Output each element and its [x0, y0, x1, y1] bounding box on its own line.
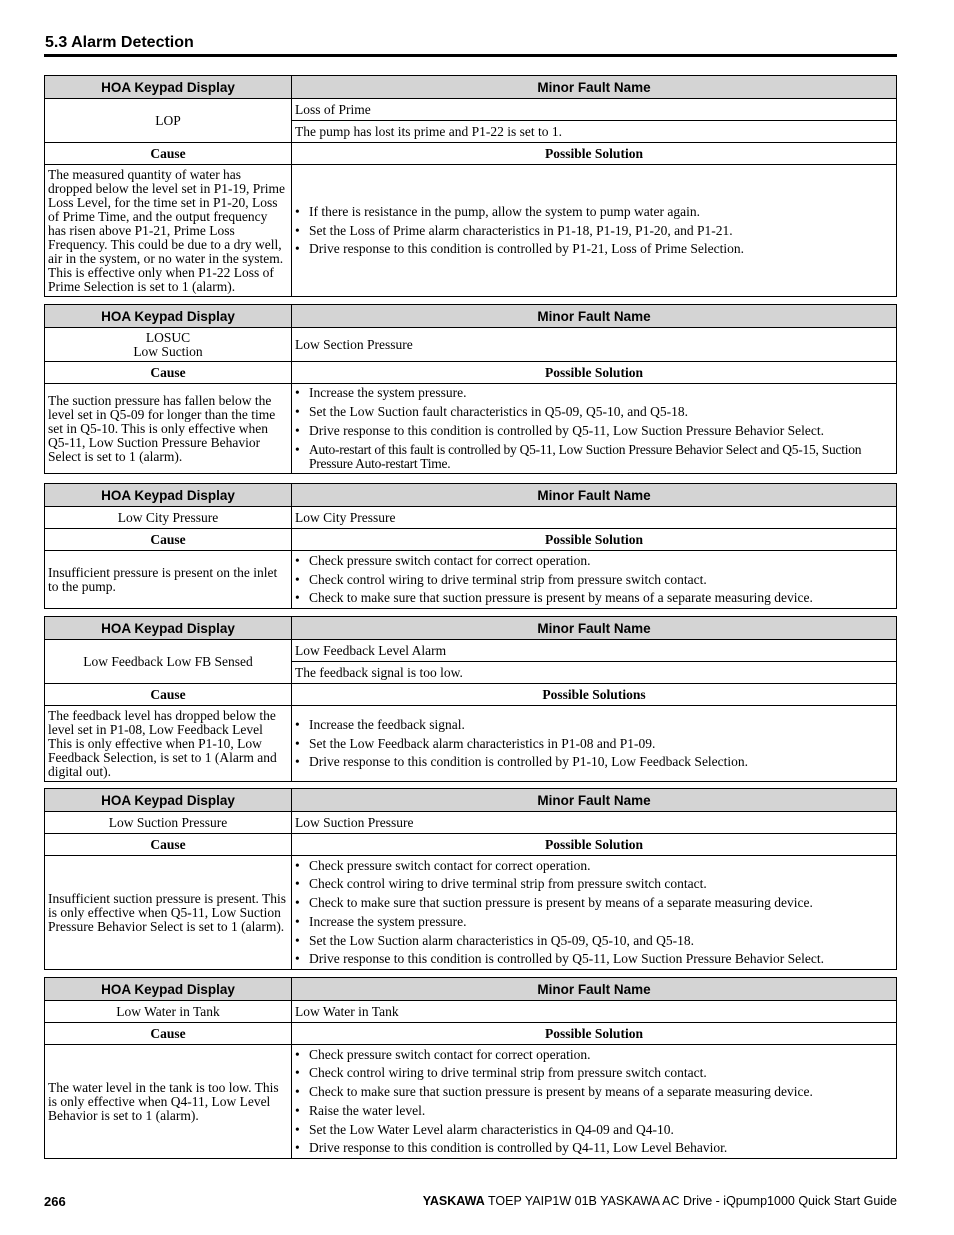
fault-name: Loss of Prime [292, 99, 897, 121]
solution-item: • Check pressure switch contact for correct operation. [295, 859, 893, 873]
section-title: 5.3 Alarm Detection [45, 34, 194, 51]
solution-item: • Drive response to this condition is controlled by P1-21, Loss of Prime Selection. [295, 242, 893, 256]
fault-table-low-suction-pressure [44, 788, 897, 970]
keypad-display-value: Low Feedback Low FB Sensed [45, 640, 292, 684]
solution-header: Possible Solution [292, 143, 897, 165]
footer-guide-title [423, 1194, 897, 1208]
solution-cell [292, 706, 897, 782]
solution-header: Possible Solution [292, 362, 897, 384]
cause-text: The water level in the tank is too low. This is only effective when Q4-11, Low Level Behavior is set to 1 (alarm). [45, 1045, 292, 1159]
solution-item: • Check control wiring to drive terminal strip from pressure switch contact. [295, 1066, 893, 1080]
fault-table-losuc [44, 304, 897, 474]
solution-item: • Set the Low Water Level alarm characteristics in Q4-09 and Q4-10. [295, 1123, 893, 1137]
fault-name: Low Suction Pressure [292, 812, 897, 834]
keypad-display-value: Low City Pressure [45, 507, 292, 529]
cause-text: The suction pressure has fallen below the level set in Q5-09 for longer than the time set in Q5-10. This is only effective when Q5-11, Low Suction Pressure Behavior Select is set to 1 (alarm). [45, 384, 292, 474]
solution-item: • Increase the system pressure. [295, 386, 893, 400]
cause-text: The measured quantity of water has dropped below the level set in P1-19, Prime Loss Level, for the time set in P1-20, Loss of Prime Time, and the output frequency has risen above P1-21, Prime Loss Frequency. This could be due to a dry well, air in the system, or no water in the system. This is effective only when P1-22 Loss of Prime Selection is set to 1 (alarm). [45, 165, 292, 297]
solution-item: • Check pressure switch contact for correct operation. [295, 1048, 893, 1062]
cause-header: Cause [45, 834, 292, 856]
footer-guide-text: TOEP YAIP1W 01B YASKAWA AC Drive - iQpump1000 Quick Start Guide [488, 1194, 897, 1208]
fault-name: Low Water in Tank [292, 1001, 897, 1023]
solution-item: • Increase the feedback signal. [295, 718, 893, 732]
solution-item: • Raise the water level. [295, 1104, 893, 1118]
solution-header: Possible Solution [292, 1023, 897, 1045]
keypad-display-header: HOA Keypad Display [45, 484, 292, 507]
keypad-display-value: LOP [45, 99, 292, 143]
fault-description: The pump has lost its prime and P1-22 is set to 1. [292, 121, 897, 143]
keypad-display-value: Low Water in Tank [45, 1001, 292, 1023]
cause-header: Cause [45, 362, 292, 384]
solution-item: • Check to make sure that suction pressure is present by means of a separate measuring device. [295, 896, 893, 910]
fault-name-header: Minor Fault Name [292, 617, 897, 640]
section-title-rule [44, 54, 897, 57]
keypad-display-value: Low Suction Pressure [45, 812, 292, 834]
solution-item: • Set the Low Feedback alarm characteristics in P1-08 and P1-09. [295, 737, 893, 751]
solution-cell [292, 165, 897, 297]
solution-item: • Check to make sure that suction pressure is present by means of a separate measuring device. [295, 591, 893, 605]
solution-cell [292, 856, 897, 970]
solution-header: Possible Solution [292, 529, 897, 551]
fault-table-low-feedback [44, 616, 897, 782]
keypad-display-header: HOA Keypad Display [45, 617, 292, 640]
solution-item: • Drive response to this condition is controlled by Q4-11, Low Level Behavior. [295, 1141, 893, 1155]
fault-table-low-city-pressure [44, 483, 897, 609]
solution-item: • Drive response to this condition is controlled by P1-10, Low Feedback Selection. [295, 755, 893, 769]
cause-header: Cause [45, 143, 292, 165]
keypad-display-value: LOSUC Low Suction [45, 328, 292, 362]
solution-item: • Check to make sure that suction pressure is present by means of a separate measuring device. [295, 1085, 893, 1099]
fault-table-low-water-in-tank [44, 977, 897, 1159]
fault-name-header: Minor Fault Name [292, 789, 897, 812]
cause-text: Insufficient pressure is present on the inlet to the pump. [45, 551, 292, 609]
solution-item: • Set the Low Suction alarm characteristics in Q5-09, Q5-10, and Q5-18. [295, 934, 893, 948]
solution-cell [292, 551, 897, 609]
fault-name-header: Minor Fault Name [292, 978, 897, 1001]
keypad-display-header: HOA Keypad Display [45, 76, 292, 99]
fault-description: The feedback signal is too low. [292, 662, 897, 684]
keypad-display-header: HOA Keypad Display [45, 305, 292, 328]
cause-header: Cause [45, 529, 292, 551]
solution-item: • Drive response to this condition is controlled by Q5-11, Low Suction Pressure Behavior Select. [295, 424, 893, 438]
solution-cell [292, 1045, 897, 1159]
solution-item: • Set the Low Suction fault characteristics in Q5-09, Q5-10, and Q5-18. [295, 405, 893, 419]
cause-text: Insufficient suction pressure is present. This is only effective when Q5-11, Low Suction Pressure Behavior Select is set to 1 (alarm). [45, 856, 292, 970]
fault-table-lop [44, 75, 897, 297]
cause-header: Cause [45, 1023, 292, 1045]
solution-cell [292, 384, 897, 474]
page-number: 266 [44, 1194, 66, 1209]
fault-name: Low Feedback Level Alarm [292, 640, 897, 662]
fault-name-header: Minor Fault Name [292, 484, 897, 507]
solution-header: Possible Solutions [292, 684, 897, 706]
solution-header: Possible Solution [292, 834, 897, 856]
solution-item: • Check control wiring to drive terminal strip from pressure switch contact. [295, 573, 893, 587]
cause-header: Cause [45, 684, 292, 706]
solution-item: • Increase the system pressure. [295, 915, 893, 929]
solution-item: • Auto-restart of this fault is controlled by Q5-11, Low Suction Pressure Behavior Select and Q5-15, Suction Pressure Auto-restart Time. [295, 443, 893, 471]
fault-name-header: Minor Fault Name [292, 305, 897, 328]
solution-item: • Set the Loss of Prime alarm characteristics in P1-18, P1-19, P1-20, and P1-21. [295, 224, 893, 238]
fault-name: Low Section Pressure [292, 328, 897, 362]
keypad-display-header: HOA Keypad Display [45, 789, 292, 812]
footer-brand: YASKAWA [422, 1194, 485, 1208]
keypad-display-header: HOA Keypad Display [45, 978, 292, 1001]
solution-item: • Drive response to this condition is controlled by Q5-11, Low Suction Pressure Behavior Select. [295, 952, 893, 966]
fault-name: Low City Pressure [292, 507, 897, 529]
solution-item: • Check pressure switch contact for correct operation. [295, 554, 893, 568]
solution-item: • Check control wiring to drive terminal strip from pressure switch contact. [295, 877, 893, 891]
fault-name-header: Minor Fault Name [292, 76, 897, 99]
solution-item: • If there is resistance in the pump, allow the system to pump water again. [295, 205, 893, 219]
cause-text: The feedback level has dropped below the level set in P1-08, Low Feedback Level This is only effective when P1-10, Low Feedback Selection, is set to 1 (Alarm and digital out). [45, 706, 292, 782]
